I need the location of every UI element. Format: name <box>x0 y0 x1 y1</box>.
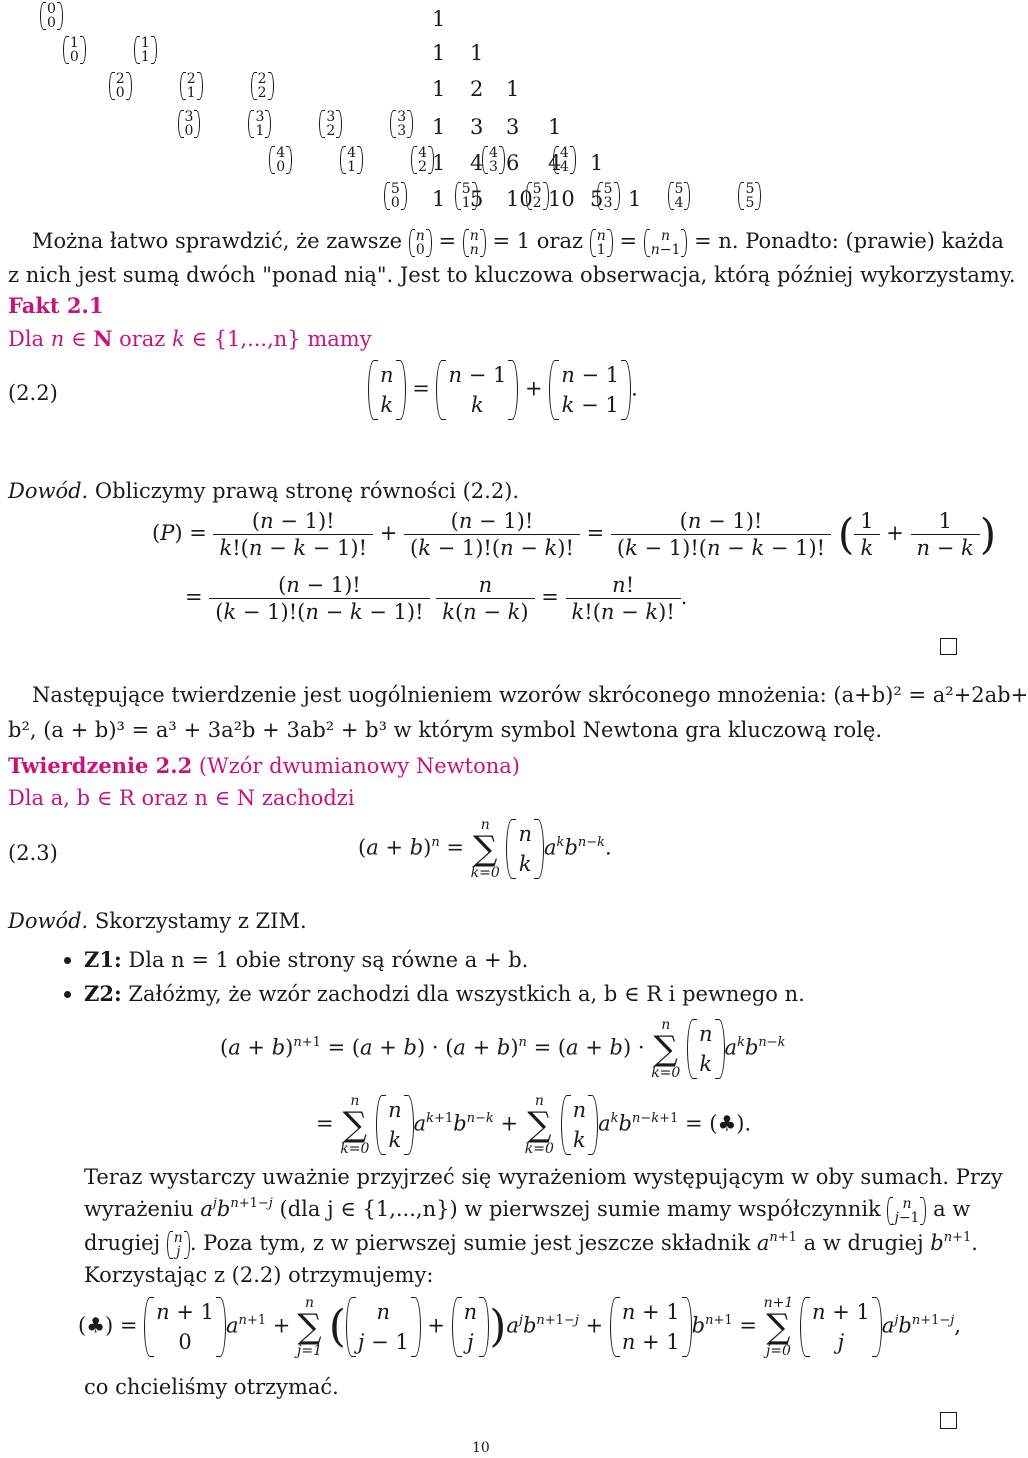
bullet-z1 <box>64 957 71 964</box>
induction-line1: $(a + b)^{n+1} = (a + b) \cdot (a + b)^n = (a + b)$ · n ∑ k=0 n k $a^kb^{n-k}$ <box>220 1017 786 1081</box>
binomial-symbol: 5 3 <box>597 182 620 210</box>
equation-binomial-theorem: $(a + b)^n$ = n ∑ k=0 n k $a^kb^{n-k}$. <box>358 817 612 881</box>
pascal-value: 10 <box>506 187 533 211</box>
fact-label: Fakt 2.1 <box>8 293 104 318</box>
bullet-z2 <box>64 991 71 998</box>
paragraph-intro-line2: z nich jest sumą dwóch "ponad nią". Jest to kluczowa obserwacja, którą później wykorzystamy. <box>8 263 1016 287</box>
pascal-value: 6 <box>506 151 520 175</box>
pascal-value: 5 <box>590 187 604 211</box>
pascal-binomials <box>0 0 960 211</box>
proof-1-line1: (P) = $\frac{(n - 1)!}{k!(n - k - 1)!}$ + $\frac{(n - 1)!}{(k - 1)!(n - k)!}$ = $\frac{(n - 1)!}{(k - 1)!(n - k - 1)!}$ ( $\frac{1}{k}$ + $\frac{1}{n - k}$ ) <box>152 509 997 560</box>
pascal-value: 2 <box>470 77 484 101</box>
binomial-symbol: 4 0 <box>269 146 292 174</box>
induction-line2: = n ∑ k=0 n k $a^{k+1}b^{n-k}$ + n ∑ k=0 n k $a^kb^{n-k+1}$ = (♣). <box>316 1093 752 1157</box>
paragraph-binomial-intro-line2: b², (a + b)³ = a³ + 3a²b + 3ab² + b³ w którym symbol Newtona gra kluczową rolę. <box>8 718 883 742</box>
binomial-symbol: 3 2 <box>319 110 342 138</box>
binomial-symbol: 4 3 <box>482 146 505 174</box>
pascal-value: 1 <box>432 115 446 139</box>
binomial-symbol: 1 0 <box>63 36 86 64</box>
pascal-value: 1 <box>628 187 642 211</box>
pascal-value: 1 <box>590 151 604 175</box>
pascal-value: 5 <box>470 187 484 211</box>
step-z2: Z2: Załóżmy, że wzór zachodzi dla wszystkich a, b ∈ R i pewnego n. <box>84 981 805 1006</box>
binomial-symbol: 2 2 <box>251 72 274 100</box>
binomial-symbol: 4 1 <box>340 146 363 174</box>
pascal-value: 1 <box>470 41 484 65</box>
fact-statement: Dla n ∈ N oraz k ∈ {1,...,n} mamy <box>8 326 372 351</box>
pascal-value: 1 <box>432 7 446 31</box>
pascal-value: 1 <box>432 151 446 175</box>
binomial-symbol: 3 1 <box>248 110 271 138</box>
proof-1-line2: = $\frac{(n - 1)!}{(k - 1)!(n - k - 1)!}$ $\frac{n}{k(n - k)}$ = $\frac{n!}{k!(n - k)!}$ . <box>185 573 688 624</box>
pascal-value: 1 <box>432 77 446 101</box>
closing-text: co chcieliśmy otrzymać. <box>84 1375 339 1399</box>
pascal-value: 1 <box>548 115 562 139</box>
paragraph-analysis-line4: Korzystając z (2.2) otrzymujemy: <box>84 1263 434 1287</box>
binomial-symbol: 4 4 <box>553 146 576 174</box>
binomial-symbol: 3 0 <box>178 110 201 138</box>
equation-number-2-2: (2.2) <box>8 381 58 405</box>
theorem-statement: Dla a, b ∈ R oraz n ∈ N zachodzi <box>8 786 355 810</box>
paragraph-analysis-line1: Teraz wystarczy uważnie przyjrzeć się wyrażeniom występującym w oby sumach. Przy <box>84 1165 1003 1189</box>
binomial-symbol: 0 0 <box>40 2 63 30</box>
binomial-symbol: 1 1 <box>134 36 157 64</box>
pascal-value: 3 <box>506 115 520 139</box>
pascal-value: 4 <box>548 151 562 175</box>
final-equation: (♣) = n + 1 0 $a^{n+1}$ + n ∑ j=1 ( n j − 1 + n j )$a^jb^{n+1-j}$ + n + 1 n + 1 $b^{n+1}$ = n+1 ∑ j=0 n + 1 j $a^jb^{n+1-j}$, <box>78 1295 961 1359</box>
paragraph-binomial-intro-line1: Następujące twierdzenie jest uogólnieniem wzorów skróconego mnożenia: (a+b)² = a²+2ab+ <box>32 683 1028 707</box>
page-number: 10 <box>472 1440 490 1456</box>
paragraph-analysis-line2: wyrażeniu $a^jb^{n+1-j}$ (dla j ∈ {1,...,n}) w pierwszej sumie mamy współczynnik n j−1 a w <box>84 1195 971 1226</box>
binomial-symbol: 3 3 <box>390 110 413 138</box>
pascal-value: 3 <box>470 115 484 139</box>
pascal-value: 1 <box>506 77 520 101</box>
qed-square <box>940 1412 957 1429</box>
proof-2-text: Dowód. Skorzystamy z ZIM. <box>8 909 307 933</box>
proof-1-text: Dowód. Obliczymy prawą stronę równości (2.2). <box>8 479 520 503</box>
binomial-symbol: 5 5 <box>738 182 761 210</box>
pascal-value: 10 <box>548 187 575 211</box>
pascal-value: 4 <box>470 151 484 175</box>
equation-pascal-rule: n k = n − 1 k + n − 1 k − 1 . <box>368 360 638 420</box>
pascal-value: 1 <box>432 41 446 65</box>
binomial-symbol: 2 0 <box>109 72 132 100</box>
binomial-symbol: 5 2 <box>526 182 549 210</box>
step-z1: Z1: Dla n = 1 obie strony są równe a + b. <box>84 947 529 972</box>
binomial-symbol: 5 0 <box>384 182 407 210</box>
theorem-heading: Twierdzenie 2.2 (Wzór dwumianowy Newtona) <box>8 753 520 778</box>
equation-number-2-3: (2.3) <box>8 841 58 865</box>
paragraph-analysis-line3: drugiej n j . Poza tym, z w pierwszej sumie jest jeszcze składnik $a^{n+1}$ a w drugiej $b^{n+1}$. <box>84 1229 978 1260</box>
binomial-symbol: 4 2 <box>411 146 434 174</box>
pascal-value: 1 <box>432 187 446 211</box>
binomial-symbol: 2 1 <box>180 72 203 100</box>
binomial-symbol: 5 4 <box>668 182 691 210</box>
qed-square <box>940 638 957 655</box>
binomial-symbol: 5 1 <box>455 182 478 210</box>
paragraph-intro-line1: Można łatwo sprawdzić, że zawsze n 0 = n n = 1 oraz n 1 = n n−1 = n. Ponadto: (prawie) każda <box>32 227 1004 258</box>
